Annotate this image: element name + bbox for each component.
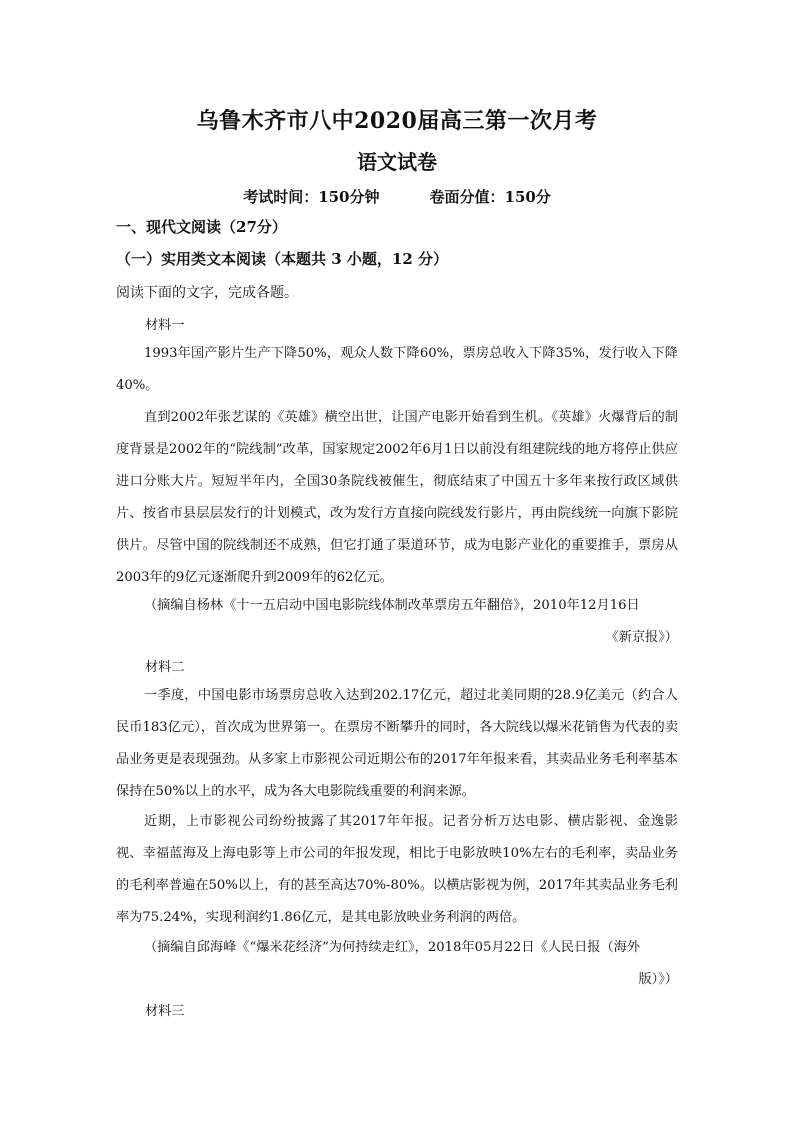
material1-source-line1: （摘编自杨林《十一五启动中国电影院线体制改革票房五年翻倍》，2010年12月16日: [144, 598, 640, 613]
material2-paragraph-1: 一季度，中国电影市场票房总收入达到202.17亿元，超过北美同期的28.9亿美元（约合人民币183亿元），首次成为世界第一。在票房不断攀升的同时，各大院线以爆米花销售为代表的卖品业务更是表现强劲。从多家上市影视公司近期公布的2017年年报来看，其卖品业务毛利率基本保持在50%以上的水平，成为各大电影院线重要的利润来源。: [116, 688, 678, 799]
material1-label: 材料一: [145, 318, 185, 333]
material1-source: [116, 590, 678, 654]
material2-label: 材料二: [145, 660, 185, 675]
reading-instruction: 阅读下面的文字，完成各题。: [116, 285, 298, 301]
subsection-heading: （一）实用类文本阅读（本题共 3 小题，12 分）: [116, 250, 448, 268]
exam-subtitle: 语文试卷: [357, 150, 437, 174]
material3-label: 材料三: [145, 1004, 185, 1019]
material1-paragraph-2: 直到2002年张艺谋的《英雄》横空出世，让国产电影开始看到生机。《英雄》火爆背后的制度背景是2002年的“院线制”改革，国家规定2002年6月1日以前没有组建院线的地方将停止供应进口分账大片。短短半年内，全国30条院线被催生，彻底结束了中国五十多年来按行政区域供片、按省市县层层发行的计划模式，改为发行方直接向院线发行影片，再由院线统一向旗下影院供片。尽管中国的院线制还不成熟，但它打通了渠道环节，成为电影产业化的重要推手，票房从2003年的9亿元逐渐爬升到2009年的62亿元。: [116, 410, 678, 585]
exam-time: 考试时间：150分钟: [243, 188, 380, 206]
total-score: 卷面分值：150分: [429, 188, 551, 206]
material2-paragraph-2: 近期，上市影视公司纷纷披露了其2017年年报。记者分析万达电影、横店影视、金逸影视、幸福蓝海及上海电影等上市公司的年报发现，相比于电影放映10%左右的毛利率，卖品业务的毛利率普遍在50%以上，有的甚至高达70%-80%。以横店影视为例，2017年其卖品业务毛利率为75.24%，实现利润约1.86亿元，是其电影放映业务利润的两倍。: [116, 814, 678, 925]
material2-source: [116, 932, 678, 996]
exam-title: 乌鲁木齐市八中2020届高三第一次月考: [196, 108, 598, 134]
material1-source-line2: 《新京报》）: [605, 630, 678, 645]
material2-source-line1: （摘编自邱海峰《“爆米花经济”为何持续走红》，2018年05月22日《人民日报（海外: [144, 940, 641, 955]
material1-paragraph-1: 1993年国产影片生产下降50%，观众人数下降60%，票房总收入下降35%，发行收入下降40%。: [116, 346, 678, 393]
exam-meta: [0, 186, 794, 207]
material2-source-line2: 版）》）: [638, 972, 678, 987]
section-heading: 一、现代文阅读（27分）: [116, 218, 287, 236]
